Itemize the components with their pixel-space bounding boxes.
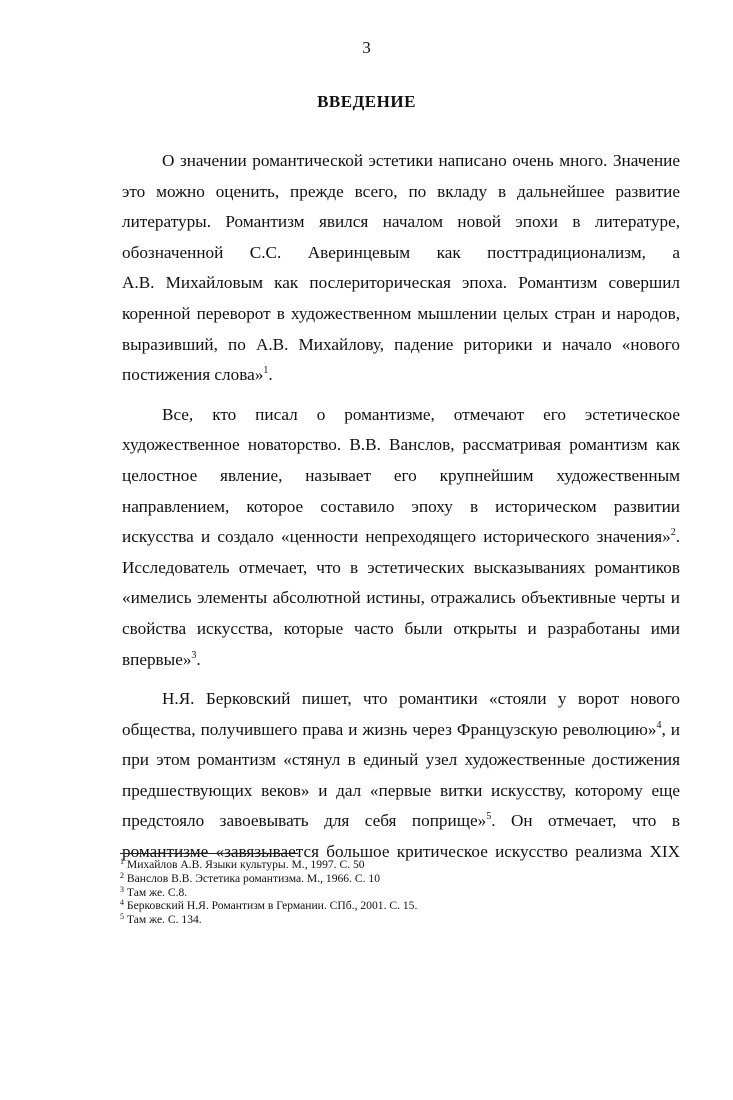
text-line: направлением, которое составило эпоху в историческом развитии [122, 496, 680, 516]
text-line: предшествующих веков» и дал «первые витки искусству, которому еще [122, 780, 680, 800]
text-line: романтизме «завязывается большое критическое искусство реализма XIX [122, 842, 680, 862]
footnotes [120, 858, 680, 927]
footnote-item: $^3$ Там же. С.8. [120, 884, 188, 899]
footnote-item: $^2$ Ванслов В.В. Эстетика романтизма. М., 1966. С. 10 [120, 870, 381, 885]
text-line: А.В. Михайловым как послериторическая эпоха. Романтизм совершил [122, 273, 680, 293]
footnote-ref: 4 [656, 719, 662, 731]
text-line: Н.Я. Берковский пишет, что романтики «стояли у ворот нового [162, 689, 680, 709]
text-line: это можно оценить, прежде всего, по вкладу в дальнейшее развитие [122, 181, 680, 201]
text-line: коренной переворот в художественном мышлении целых стран и народов, [122, 303, 680, 323]
footnote-item: $^1$ Михайлов А.В. Языки культуры. М., 1997. С. 50 [120, 857, 365, 871]
text-line: обозначенной С.С. Аверинцевым как посттрадиционализм, а [122, 242, 680, 262]
text-line: при этом романтизм «стянул в единый узел художественные достижения [122, 750, 680, 770]
text-line: литературы. Романтизм явился началом новой эпохи в литературе, [122, 212, 680, 232]
text-line: О значении романтической эстетики написано очень много. Значение [162, 151, 680, 170]
text-line: постижения слова»$^1$. [122, 365, 273, 385]
footnote-ref: 3 [191, 649, 197, 661]
paragraph-1 [122, 146, 680, 391]
footnote-item: $^5$ Там же. С. 134. [120, 912, 202, 927]
footnote-item: $^4$ Берковский Н.Я. Романтизм в Германии. СПб., 2001. С. 15. [120, 898, 418, 913]
text-line: общества, получившего права и жизнь через Французскую революцию»$^4$, и [122, 719, 680, 739]
text-line: Исследователь отмечает, что в эстетических высказываниях романтиков [122, 557, 680, 577]
text-line: предстояло завоевывать для себя поприще»$^5$. Он отмечает, что в [122, 811, 680, 831]
footnote-ref: 1 [263, 365, 269, 377]
text-line: искусства и создало «ценности непреходящего исторического значения»$^2$. [122, 527, 680, 547]
page-number: 3 [362, 38, 371, 57]
paragraph-2 [122, 400, 680, 675]
footnote-ref: 2 [670, 527, 676, 539]
footnote-divider [120, 853, 298, 854]
footnote-ref: 5 [486, 811, 492, 823]
paragraph-3 [122, 684, 680, 868]
text-line: Все, кто писал о романтизме, отмечают его эстетическое [162, 404, 680, 424]
body-text [122, 146, 680, 877]
text-line: впервые»$^3$. [122, 649, 201, 669]
text-line: «имелись элементы абсолютной истины, отражались объективные черты и [122, 588, 680, 608]
page-title: ВВЕДЕНИЕ [317, 92, 416, 111]
text-line: выразивший, по А.В. Михайлову, падение риторики и начало «нового [122, 334, 680, 354]
text-line: свойства искусства, которые часто были открыты и разработаны ими [122, 618, 680, 638]
text-line: целостное явление, называет его крупнейшим художественным [122, 465, 680, 485]
text-line: художественное новаторство. В.В. Ванслов, рассматривая романтизм как [122, 435, 680, 455]
